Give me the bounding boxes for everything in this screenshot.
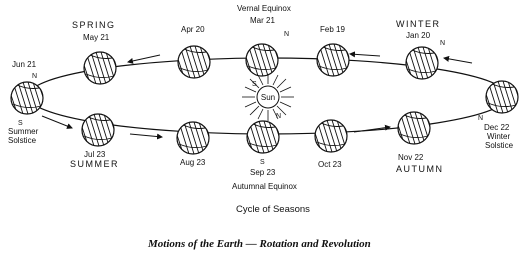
orbit-arrow [42,116,72,128]
date-oct23: Oct 23 [318,160,342,169]
season-summer: SUMMER [70,159,119,169]
earth-jul23 [79,114,117,148]
figure-title: Motions of the Earth — Rotation and Revolution [148,238,371,250]
date-mar21: Mar 21 [250,16,275,25]
earth-apr20 [175,46,213,80]
earth-jun21 [8,82,46,116]
event-summer-solstice-line1: Summer [8,127,39,136]
south-pole-mar21: S [252,81,257,88]
north-pole-jan20: N [440,40,446,47]
south-pole-sep23: S [260,159,265,166]
north-pole-sep23: N [276,113,282,120]
date-apr20: Apr 20 [181,25,205,34]
date-feb19: Feb 19 [320,25,345,34]
orbit-arrow [444,58,472,63]
earth-jan20 [403,47,441,81]
sun-label: Sun [260,93,276,102]
season-autumn: AUTUMN [396,164,444,174]
season-spring: SPRING [72,20,116,30]
north-pole-jun21: N [32,73,38,80]
earth-sep23 [244,121,282,155]
date-nov22: Nov 22 [398,153,424,162]
date-jan20: Jan 20 [406,31,431,40]
date-jul23: Jul 23 [84,150,106,159]
north-pole-dec22: N [478,115,484,122]
date-aug23: Aug 23 [180,158,206,167]
date-may21: May 21 [83,33,110,42]
earth-mar21 [243,44,281,78]
event-summer-solstice-line2: Solstice [8,136,37,145]
event-vernal-equinox: Vernal Equinox [237,4,291,13]
earth-aug23 [174,122,212,156]
earth-oct23 [312,120,350,154]
caption: Cycle of Seasons [236,204,310,215]
season-winter: WINTER [396,19,441,29]
south-pole-jun21: S [18,120,23,127]
event-winter-solstice-line2: Solstice [485,141,514,150]
orbit-arrow [350,54,380,56]
sun [242,73,294,121]
earth-dec22 [483,81,521,115]
orbit-arrow [128,55,160,62]
earth-may21 [81,52,119,86]
orbit-arrow [130,134,162,137]
date-jun21: Jun 21 [12,60,37,69]
event-winter-solstice-line1: Winter [487,132,511,141]
date-dec22: Dec 22 [484,123,510,132]
event-autumnal-equinox: Autumnal Equinox [232,182,297,191]
earth-feb19 [314,44,352,78]
earth-nov22 [395,112,433,146]
date-sep23: Sep 23 [250,168,276,177]
north-pole-mar21: N [284,31,290,38]
